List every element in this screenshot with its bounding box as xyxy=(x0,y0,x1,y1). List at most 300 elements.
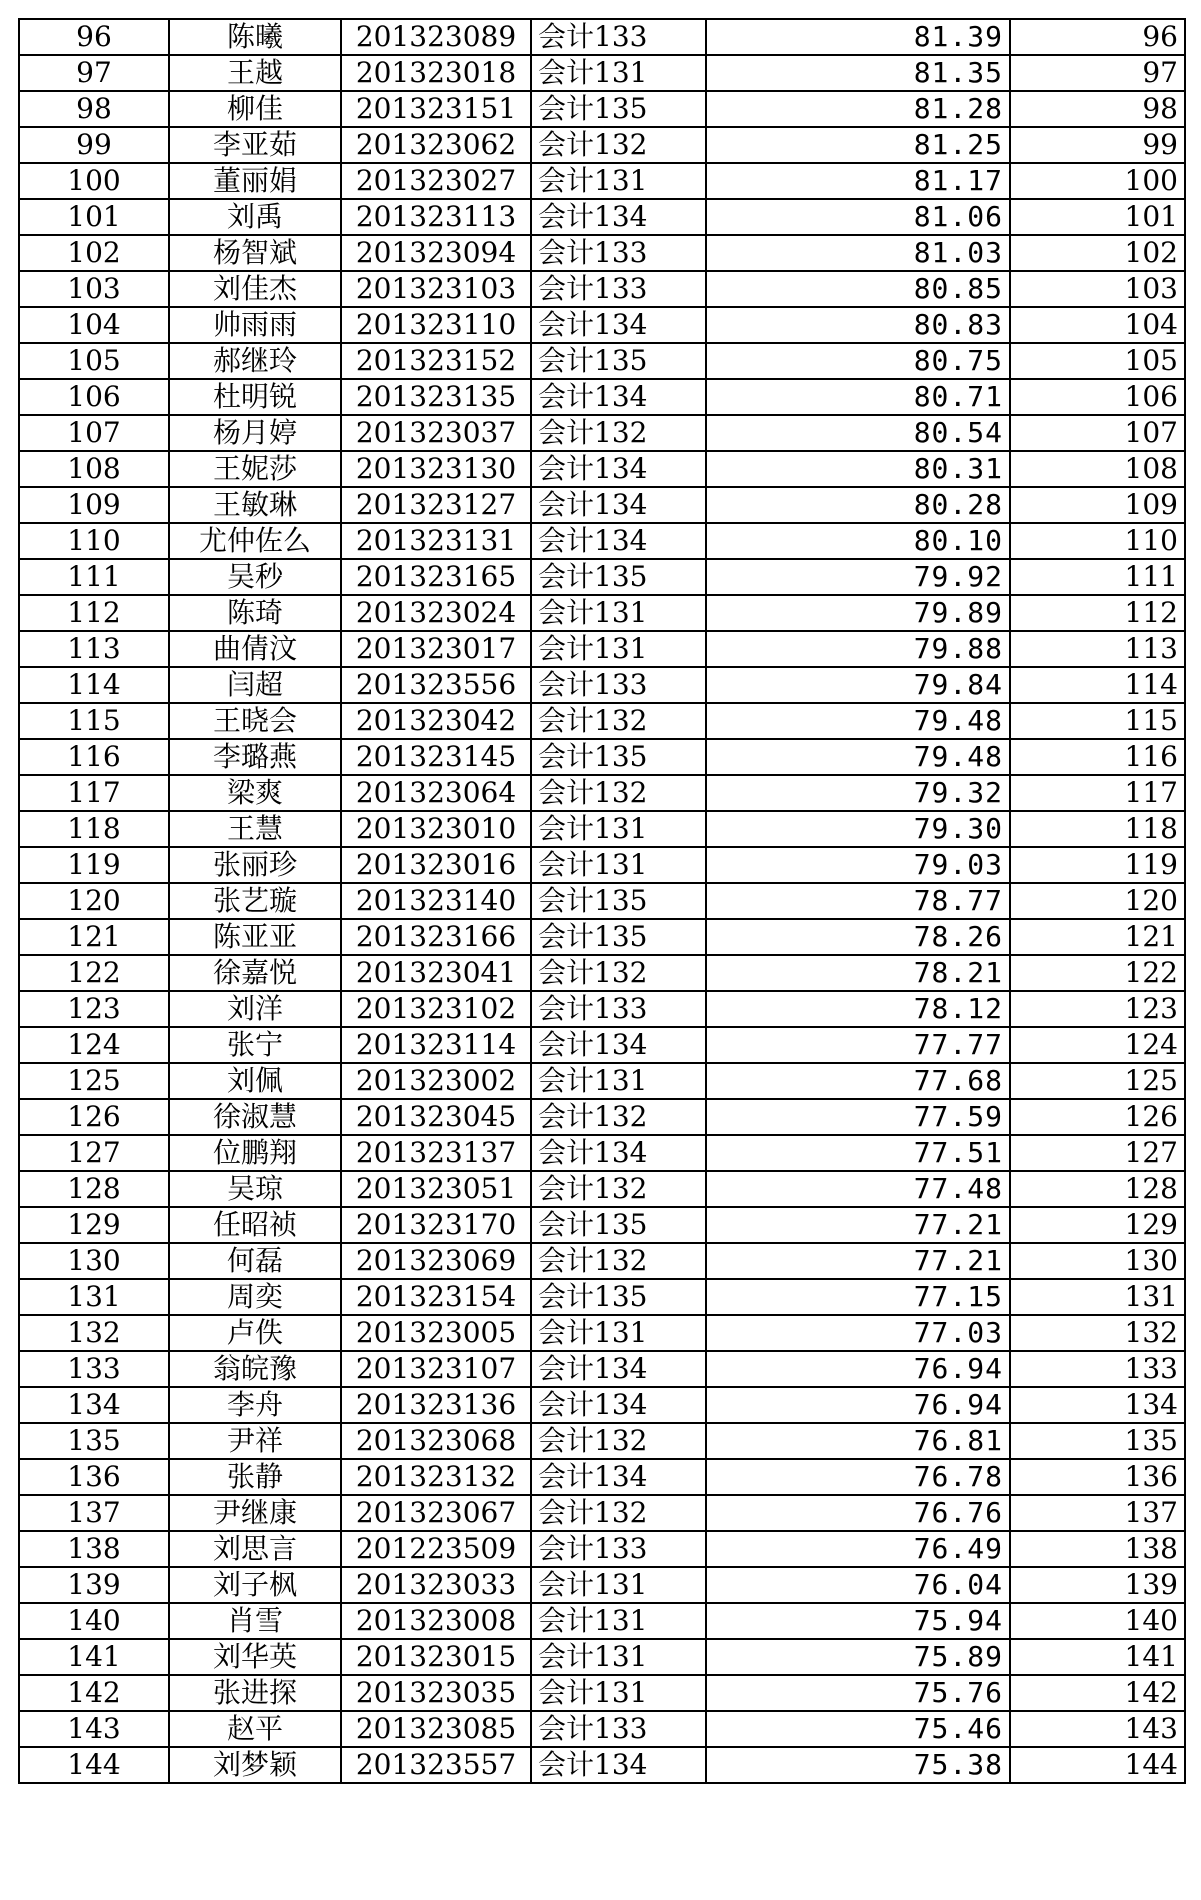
score-cell: 75.46 xyxy=(706,1711,1010,1747)
score-cell: 80.75 xyxy=(706,343,1010,379)
rank-cell: 123 xyxy=(19,991,169,1027)
name-cell: 张宁 xyxy=(169,1027,341,1063)
name-cell: 刘洋 xyxy=(169,991,341,1027)
name-cell: 李亚茹 xyxy=(169,127,341,163)
rank-cell: 110 xyxy=(19,523,169,559)
name-cell: 陈琦 xyxy=(169,595,341,631)
name-cell: 帅雨雨 xyxy=(169,307,341,343)
student-id-cell: 201323041 xyxy=(341,955,531,991)
name-cell: 刘思言 xyxy=(169,1531,341,1567)
score-cell: 76.76 xyxy=(706,1495,1010,1531)
table-row xyxy=(19,1531,1185,1567)
score-cell: 77.59 xyxy=(706,1099,1010,1135)
class-cell: 会计133 xyxy=(531,991,706,1027)
table-row xyxy=(19,955,1185,991)
name-cell: 刘子枫 xyxy=(169,1567,341,1603)
table-row xyxy=(19,991,1185,1027)
rank-cell: 114 xyxy=(19,667,169,703)
student-id-cell: 201323136 xyxy=(341,1387,531,1423)
student-id-cell: 201323067 xyxy=(341,1495,531,1531)
table-row xyxy=(19,667,1185,703)
student-id-cell: 201323132 xyxy=(341,1459,531,1495)
table-row xyxy=(19,1315,1185,1351)
rank-cell: 128 xyxy=(19,1171,169,1207)
sequence-cell: 124 xyxy=(1010,1027,1185,1063)
name-cell: 尹祥 xyxy=(169,1423,341,1459)
name-cell: 陈曦 xyxy=(169,19,341,55)
student-id-cell: 201323037 xyxy=(341,415,531,451)
student-id-cell: 201323010 xyxy=(341,811,531,847)
name-cell: 徐嘉悦 xyxy=(169,955,341,991)
rank-cell: 142 xyxy=(19,1675,169,1711)
name-cell: 李璐燕 xyxy=(169,739,341,775)
score-cell: 76.78 xyxy=(706,1459,1010,1495)
table-row xyxy=(19,1243,1185,1279)
sequence-cell: 125 xyxy=(1010,1063,1185,1099)
name-cell: 杨智斌 xyxy=(169,235,341,271)
student-id-cell: 201323165 xyxy=(341,559,531,595)
table-row xyxy=(19,19,1185,55)
sequence-cell: 139 xyxy=(1010,1567,1185,1603)
score-cell: 76.94 xyxy=(706,1351,1010,1387)
table-row xyxy=(19,451,1185,487)
student-id-cell: 201323069 xyxy=(341,1243,531,1279)
table-row xyxy=(19,91,1185,127)
class-cell: 会计134 xyxy=(531,487,706,523)
table-row xyxy=(19,1711,1185,1747)
name-cell: 何磊 xyxy=(169,1243,341,1279)
student-id-cell: 201323085 xyxy=(341,1711,531,1747)
table-row xyxy=(19,523,1185,559)
rank-cell: 106 xyxy=(19,379,169,415)
class-cell: 会计134 xyxy=(531,379,706,415)
class-cell: 会计131 xyxy=(531,1315,706,1351)
score-cell: 81.03 xyxy=(706,235,1010,271)
table-row xyxy=(19,595,1185,631)
score-cell: 80.83 xyxy=(706,307,1010,343)
class-cell: 会计132 xyxy=(531,127,706,163)
student-id-cell: 201323114 xyxy=(341,1027,531,1063)
table-row xyxy=(19,631,1185,667)
sequence-cell: 98 xyxy=(1010,91,1185,127)
rank-cell: 107 xyxy=(19,415,169,451)
rank-cell: 140 xyxy=(19,1603,169,1639)
table-row xyxy=(19,55,1185,91)
score-cell: 79.30 xyxy=(706,811,1010,847)
sequence-cell: 108 xyxy=(1010,451,1185,487)
score-cell: 79.89 xyxy=(706,595,1010,631)
rank-cell: 100 xyxy=(19,163,169,199)
name-cell: 闫超 xyxy=(169,667,341,703)
class-cell: 会计134 xyxy=(531,451,706,487)
table-row xyxy=(19,1459,1185,1495)
sequence-cell: 103 xyxy=(1010,271,1185,307)
class-cell: 会计131 xyxy=(531,1639,706,1675)
class-cell: 会计135 xyxy=(531,343,706,379)
class-cell: 会计133 xyxy=(531,271,706,307)
rank-cell: 121 xyxy=(19,919,169,955)
score-cell: 75.38 xyxy=(706,1747,1010,1783)
sequence-cell: 137 xyxy=(1010,1495,1185,1531)
student-id-cell: 201223509 xyxy=(341,1531,531,1567)
sequence-cell: 136 xyxy=(1010,1459,1185,1495)
class-cell: 会计133 xyxy=(531,1711,706,1747)
class-cell: 会计135 xyxy=(531,883,706,919)
class-cell: 会计134 xyxy=(531,1387,706,1423)
score-cell: 78.21 xyxy=(706,955,1010,991)
student-id-cell: 201323137 xyxy=(341,1135,531,1171)
score-cell: 77.15 xyxy=(706,1279,1010,1315)
name-cell: 王晓会 xyxy=(169,703,341,739)
table-row xyxy=(19,1639,1185,1675)
name-cell: 卢佚 xyxy=(169,1315,341,1351)
name-cell: 翁皖豫 xyxy=(169,1351,341,1387)
score-cell: 75.76 xyxy=(706,1675,1010,1711)
sequence-cell: 105 xyxy=(1010,343,1185,379)
name-cell: 赵平 xyxy=(169,1711,341,1747)
name-cell: 吴琼 xyxy=(169,1171,341,1207)
rank-cell: 141 xyxy=(19,1639,169,1675)
table-row xyxy=(19,1747,1185,1783)
name-cell: 柳佳 xyxy=(169,91,341,127)
student-id-cell: 201323145 xyxy=(341,739,531,775)
name-cell: 尹继康 xyxy=(169,1495,341,1531)
rank-cell: 130 xyxy=(19,1243,169,1279)
sequence-cell: 142 xyxy=(1010,1675,1185,1711)
student-id-cell: 201323064 xyxy=(341,775,531,811)
sequence-cell: 110 xyxy=(1010,523,1185,559)
rank-cell: 135 xyxy=(19,1423,169,1459)
table-row xyxy=(19,307,1185,343)
name-cell: 任昭祯 xyxy=(169,1207,341,1243)
name-cell: 王妮莎 xyxy=(169,451,341,487)
student-id-cell: 201323089 xyxy=(341,19,531,55)
class-cell: 会计131 xyxy=(531,163,706,199)
rank-cell: 137 xyxy=(19,1495,169,1531)
rank-cell: 143 xyxy=(19,1711,169,1747)
student-id-cell: 201323152 xyxy=(341,343,531,379)
rank-cell: 132 xyxy=(19,1315,169,1351)
sequence-cell: 107 xyxy=(1010,415,1185,451)
sequence-cell: 96 xyxy=(1010,19,1185,55)
sequence-cell: 97 xyxy=(1010,55,1185,91)
score-cell: 80.28 xyxy=(706,487,1010,523)
name-cell: 张丽珍 xyxy=(169,847,341,883)
sequence-cell: 128 xyxy=(1010,1171,1185,1207)
rank-cell: 124 xyxy=(19,1027,169,1063)
score-cell: 81.39 xyxy=(706,19,1010,55)
student-id-cell: 201323103 xyxy=(341,271,531,307)
sequence-cell: 138 xyxy=(1010,1531,1185,1567)
sequence-cell: 130 xyxy=(1010,1243,1185,1279)
rank-cell: 111 xyxy=(19,559,169,595)
sequence-cell: 132 xyxy=(1010,1315,1185,1351)
sequence-cell: 144 xyxy=(1010,1747,1185,1783)
class-cell: 会计132 xyxy=(531,1171,706,1207)
name-cell: 周奕 xyxy=(169,1279,341,1315)
table-row xyxy=(19,163,1185,199)
class-cell: 会计134 xyxy=(531,307,706,343)
student-id-cell: 201323016 xyxy=(341,847,531,883)
name-cell: 尤仲佐么 xyxy=(169,523,341,559)
sequence-cell: 109 xyxy=(1010,487,1185,523)
rank-cell: 144 xyxy=(19,1747,169,1783)
table-row xyxy=(19,271,1185,307)
score-cell: 76.81 xyxy=(706,1423,1010,1459)
rank-cell: 139 xyxy=(19,1567,169,1603)
sequence-cell: 123 xyxy=(1010,991,1185,1027)
class-cell: 会计134 xyxy=(531,1135,706,1171)
table-row xyxy=(19,127,1185,163)
sequence-cell: 115 xyxy=(1010,703,1185,739)
student-id-cell: 201323107 xyxy=(341,1351,531,1387)
class-cell: 会计131 xyxy=(531,1063,706,1099)
class-cell: 会计131 xyxy=(531,1567,706,1603)
score-cell: 77.21 xyxy=(706,1207,1010,1243)
rank-cell: 133 xyxy=(19,1351,169,1387)
score-cell: 81.25 xyxy=(706,127,1010,163)
student-id-cell: 201323130 xyxy=(341,451,531,487)
name-cell: 杨月婷 xyxy=(169,415,341,451)
sequence-cell: 102 xyxy=(1010,235,1185,271)
score-cell: 81.35 xyxy=(706,55,1010,91)
rank-cell: 116 xyxy=(19,739,169,775)
rank-cell: 125 xyxy=(19,1063,169,1099)
student-id-cell: 201323005 xyxy=(341,1315,531,1351)
student-id-cell: 201323062 xyxy=(341,127,531,163)
score-cell: 77.21 xyxy=(706,1243,1010,1279)
score-cell: 75.89 xyxy=(706,1639,1010,1675)
score-cell: 76.94 xyxy=(706,1387,1010,1423)
table-row xyxy=(19,1495,1185,1531)
student-id-cell: 201323113 xyxy=(341,199,531,235)
sequence-cell: 106 xyxy=(1010,379,1185,415)
class-cell: 会计131 xyxy=(531,847,706,883)
score-cell: 78.26 xyxy=(706,919,1010,955)
table-row xyxy=(19,811,1185,847)
rank-cell: 101 xyxy=(19,199,169,235)
sequence-cell: 135 xyxy=(1010,1423,1185,1459)
table-row xyxy=(19,1351,1185,1387)
rank-cell: 134 xyxy=(19,1387,169,1423)
table-row xyxy=(19,1171,1185,1207)
score-cell: 80.54 xyxy=(706,415,1010,451)
table-row xyxy=(19,1279,1185,1315)
class-cell: 会计134 xyxy=(531,1459,706,1495)
name-cell: 张静 xyxy=(169,1459,341,1495)
rank-cell: 122 xyxy=(19,955,169,991)
rank-cell: 109 xyxy=(19,487,169,523)
score-cell: 80.85 xyxy=(706,271,1010,307)
table-row xyxy=(19,1027,1185,1063)
sequence-cell: 118 xyxy=(1010,811,1185,847)
sequence-cell: 120 xyxy=(1010,883,1185,919)
rank-cell: 108 xyxy=(19,451,169,487)
student-id-cell: 201323027 xyxy=(341,163,531,199)
score-cell: 79.03 xyxy=(706,847,1010,883)
student-id-cell: 201323135 xyxy=(341,379,531,415)
sequence-cell: 112 xyxy=(1010,595,1185,631)
table-body xyxy=(19,19,1185,1783)
student-id-cell: 201323035 xyxy=(341,1675,531,1711)
rank-cell: 126 xyxy=(19,1099,169,1135)
name-cell: 刘禹 xyxy=(169,199,341,235)
student-id-cell: 201323042 xyxy=(341,703,531,739)
table-row xyxy=(19,703,1185,739)
name-cell: 位鹏翔 xyxy=(169,1135,341,1171)
table-row xyxy=(19,1675,1185,1711)
class-cell: 会计132 xyxy=(531,1423,706,1459)
table-row xyxy=(19,1423,1185,1459)
rank-cell: 117 xyxy=(19,775,169,811)
sequence-cell: 121 xyxy=(1010,919,1185,955)
student-id-cell: 201323068 xyxy=(341,1423,531,1459)
rank-cell: 131 xyxy=(19,1279,169,1315)
rank-cell: 119 xyxy=(19,847,169,883)
class-cell: 会计132 xyxy=(531,775,706,811)
rank-cell: 105 xyxy=(19,343,169,379)
student-id-cell: 201323094 xyxy=(341,235,531,271)
table-row xyxy=(19,199,1185,235)
name-cell: 刘梦颖 xyxy=(169,1747,341,1783)
student-id-cell: 201323151 xyxy=(341,91,531,127)
table-row xyxy=(19,775,1185,811)
sequence-cell: 116 xyxy=(1010,739,1185,775)
rank-cell: 102 xyxy=(19,235,169,271)
sequence-cell: 113 xyxy=(1010,631,1185,667)
score-cell: 79.32 xyxy=(706,775,1010,811)
sequence-cell: 99 xyxy=(1010,127,1185,163)
sequence-cell: 122 xyxy=(1010,955,1185,991)
table-row xyxy=(19,1063,1185,1099)
name-cell: 李舟 xyxy=(169,1387,341,1423)
name-cell: 王慧 xyxy=(169,811,341,847)
class-cell: 会计134 xyxy=(531,523,706,559)
class-cell: 会计132 xyxy=(531,415,706,451)
score-cell: 79.84 xyxy=(706,667,1010,703)
name-cell: 陈亚亚 xyxy=(169,919,341,955)
class-cell: 会计131 xyxy=(531,1603,706,1639)
score-cell: 77.03 xyxy=(706,1315,1010,1351)
student-id-cell: 201323131 xyxy=(341,523,531,559)
score-cell: 76.04 xyxy=(706,1567,1010,1603)
class-cell: 会计131 xyxy=(531,595,706,631)
student-id-cell: 201323170 xyxy=(341,1207,531,1243)
class-cell: 会计134 xyxy=(531,1747,706,1783)
sequence-cell: 101 xyxy=(1010,199,1185,235)
class-cell: 会计135 xyxy=(531,559,706,595)
student-id-cell: 201323557 xyxy=(341,1747,531,1783)
student-id-cell: 201323018 xyxy=(341,55,531,91)
table-row xyxy=(19,487,1185,523)
student-id-cell: 201323110 xyxy=(341,307,531,343)
table-row xyxy=(19,235,1185,271)
class-cell: 会计133 xyxy=(531,667,706,703)
class-cell: 会计132 xyxy=(531,703,706,739)
table-row xyxy=(19,1567,1185,1603)
name-cell: 张进探 xyxy=(169,1675,341,1711)
rank-cell: 112 xyxy=(19,595,169,631)
name-cell: 董丽娟 xyxy=(169,163,341,199)
sequence-cell: 134 xyxy=(1010,1387,1185,1423)
rank-cell: 99 xyxy=(19,127,169,163)
student-id-cell: 201323002 xyxy=(341,1063,531,1099)
rank-cell: 127 xyxy=(19,1135,169,1171)
class-cell: 会计131 xyxy=(531,1675,706,1711)
student-id-cell: 201323127 xyxy=(341,487,531,523)
rank-cell: 104 xyxy=(19,307,169,343)
class-cell: 会计132 xyxy=(531,1243,706,1279)
rank-cell: 98 xyxy=(19,91,169,127)
name-cell: 刘华英 xyxy=(169,1639,341,1675)
table-row xyxy=(19,847,1185,883)
rank-cell: 118 xyxy=(19,811,169,847)
class-cell: 会计132 xyxy=(531,1099,706,1135)
table-row xyxy=(19,1099,1185,1135)
table-row xyxy=(19,739,1185,775)
score-cell: 77.48 xyxy=(706,1171,1010,1207)
student-id-cell: 201323015 xyxy=(341,1639,531,1675)
score-cell: 78.12 xyxy=(706,991,1010,1027)
class-cell: 会计133 xyxy=(531,235,706,271)
rank-cell: 120 xyxy=(19,883,169,919)
score-cell: 76.49 xyxy=(706,1531,1010,1567)
student-id-cell: 201323102 xyxy=(341,991,531,1027)
name-cell: 刘佩 xyxy=(169,1063,341,1099)
sequence-cell: 141 xyxy=(1010,1639,1185,1675)
name-cell: 王越 xyxy=(169,55,341,91)
sequence-cell: 129 xyxy=(1010,1207,1185,1243)
name-cell: 曲倩汶 xyxy=(169,631,341,667)
sequence-cell: 133 xyxy=(1010,1351,1185,1387)
score-cell: 77.51 xyxy=(706,1135,1010,1171)
sequence-cell: 126 xyxy=(1010,1099,1185,1135)
name-cell: 肖雪 xyxy=(169,1603,341,1639)
sequence-cell: 117 xyxy=(1010,775,1185,811)
class-cell: 会计131 xyxy=(531,631,706,667)
table-row xyxy=(19,1387,1185,1423)
score-cell: 81.17 xyxy=(706,163,1010,199)
class-cell: 会计135 xyxy=(531,91,706,127)
name-cell: 吴秒 xyxy=(169,559,341,595)
name-cell: 郝继玲 xyxy=(169,343,341,379)
name-cell: 徐淑慧 xyxy=(169,1099,341,1135)
sequence-cell: 119 xyxy=(1010,847,1185,883)
sequence-cell: 143 xyxy=(1010,1711,1185,1747)
table-row xyxy=(19,919,1185,955)
sequence-cell: 100 xyxy=(1010,163,1185,199)
class-cell: 会计135 xyxy=(531,739,706,775)
score-cell: 80.10 xyxy=(706,523,1010,559)
sequence-cell: 104 xyxy=(1010,307,1185,343)
score-cell: 81.06 xyxy=(706,199,1010,235)
name-cell: 梁爽 xyxy=(169,775,341,811)
student-id-cell: 201323024 xyxy=(341,595,531,631)
table-row xyxy=(19,1207,1185,1243)
class-cell: 会计135 xyxy=(531,1279,706,1315)
rank-cell: 103 xyxy=(19,271,169,307)
class-cell: 会计133 xyxy=(531,19,706,55)
name-cell: 张艺璇 xyxy=(169,883,341,919)
sequence-cell: 114 xyxy=(1010,667,1185,703)
student-id-cell: 201323556 xyxy=(341,667,531,703)
rank-cell: 129 xyxy=(19,1207,169,1243)
class-cell: 会计135 xyxy=(531,1207,706,1243)
score-cell: 77.77 xyxy=(706,1027,1010,1063)
student-id-cell: 201323140 xyxy=(341,883,531,919)
sequence-cell: 127 xyxy=(1010,1135,1185,1171)
score-cell: 79.88 xyxy=(706,631,1010,667)
